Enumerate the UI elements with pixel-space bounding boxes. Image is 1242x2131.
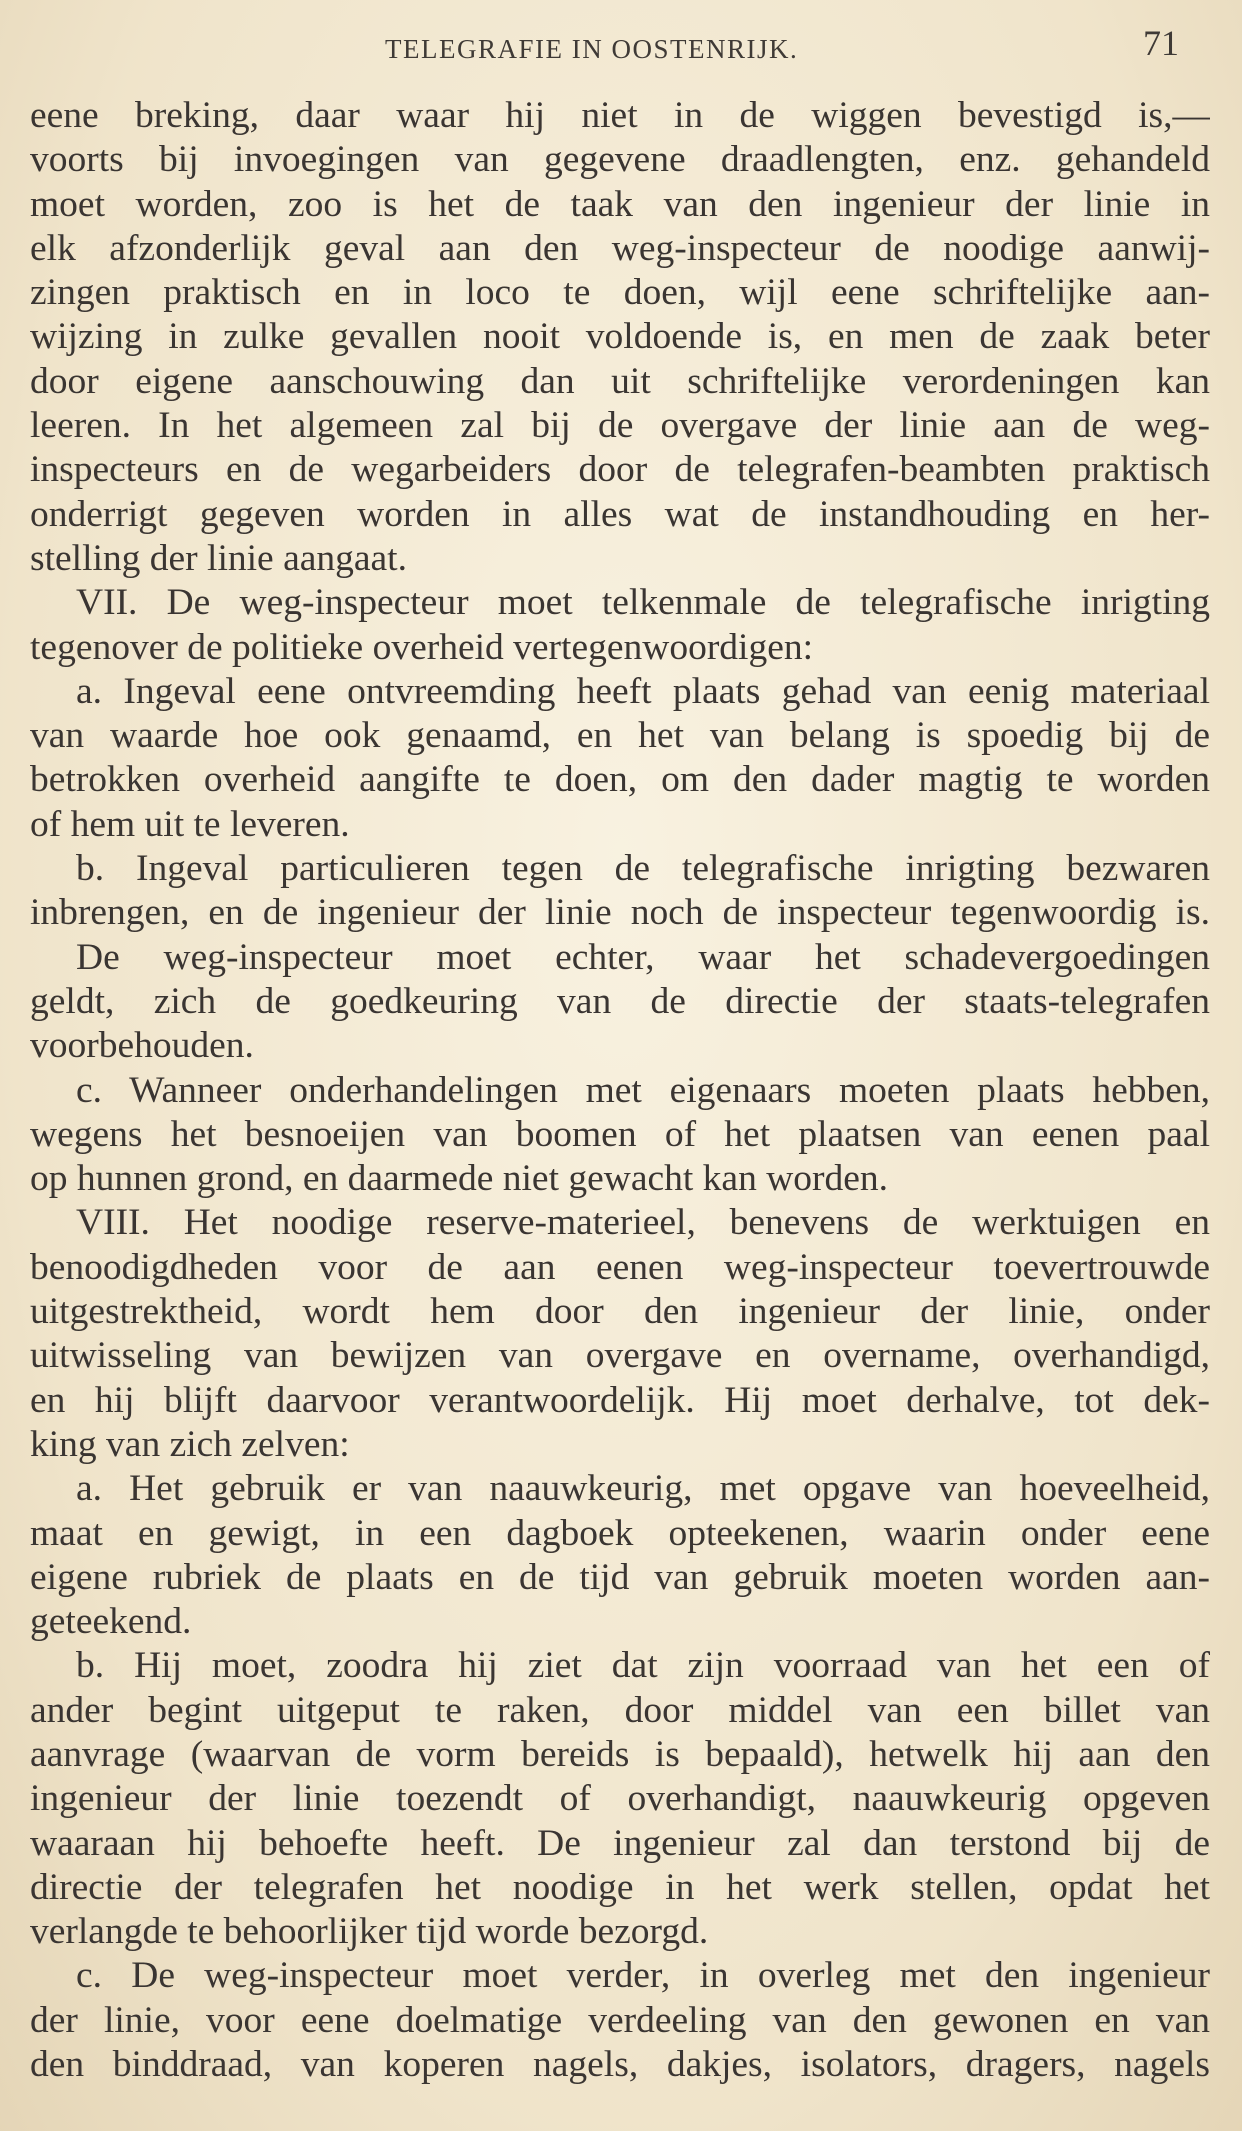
text-line: onderrigt gegeven worden in alles wat de instandhouding en her- — [30, 493, 1210, 535]
text-line: elk afzonderlijk geval aan den weg-inspecteur de noodige aanwij- — [30, 227, 1210, 269]
text-line: of hem uit te leveren. — [30, 803, 350, 845]
text-line: wijzing in zulke gevallen nooit voldoende is, en men de zaak beter — [30, 316, 1210, 358]
body-text — [30, 94, 1210, 2087]
text-line: den binddraad, van koperen nagels, dakjes, isolators, dragers, nagels — [30, 2044, 1210, 2086]
text-line: voorbehouden. — [30, 1025, 254, 1067]
text-line: betrokken overheid aangifte te doen, om den dader magtig te worden — [30, 759, 1210, 801]
text-line: uitgestrektheid, wordt hem door den ingenieur der linie, onder — [30, 1291, 1210, 1333]
text-line: eigene rubriek de plaats en de tijd van gebruik moeten worden aan- — [30, 1556, 1210, 1598]
text-line: der linie, voor eene doelmatige verdeeling van den gewonen en van — [30, 1999, 1210, 2041]
text-line: maat en gewigt, in een dagboek opteekenen, waarin onder eene — [30, 1512, 1210, 1554]
text-line: VII. De weg-inspecteur moet telkenmale de telegrafische inrigting — [76, 582, 1210, 624]
text-line: wegens het besnoeijen van boomen of het plaatsen van eenen paal — [30, 1113, 1210, 1155]
text-line: stelling der linie aangaat. — [30, 537, 407, 579]
text-line: geldt, zich de goedkeuring van de directie der staats-telegrafen — [30, 980, 1210, 1022]
running-title: TELEGRAFIE IN OOSTENRIJK. — [385, 34, 799, 64]
text-line: van waarde hoe ook genaamd, en het van belang is spoedig bij de — [30, 715, 1210, 757]
text-line: verlangde te behoorlijker tijd worde bezorgd. — [30, 1911, 709, 1953]
text-line: geteekend. — [30, 1601, 192, 1643]
text-line: c. De weg-inspecteur moet verder, in overleg met den ingenieur — [76, 1955, 1210, 1997]
text-line: zingen praktisch en in loco te doen, wijl eene schriftelijke aan- — [30, 272, 1210, 314]
text-line: directie der telegrafen het noodige in het werk stellen, opdat het — [30, 1866, 1210, 1908]
text-line: a. Het gebruik er van naauwkeurig, met opgave van hoeveelheid, — [76, 1468, 1210, 1510]
text-line: door eigene aanschouwing dan uit schriftelijke verordeningen kan — [30, 360, 1210, 402]
text-line: uitwisseling van bewijzen van overgave en overname, overhandigd, — [30, 1335, 1210, 1377]
page-header — [0, 22, 1242, 72]
text-line: ander begint uitgeput te raken, door middel van een billet van — [30, 1689, 1210, 1731]
text-line: ingenieur der linie toezendt of overhandigt, naauwkeurig opgeven — [30, 1778, 1210, 1820]
text-line: b. Ingeval particulieren tegen de telegrafische inrigting bezwaren — [76, 848, 1210, 890]
text-line: c. Wanneer onderhandelingen met eigenaars moeten plaats hebben, — [76, 1069, 1210, 1111]
text-line: tegenover de politieke overheid vertegenwoordigen: — [30, 626, 814, 668]
text-line: VIII. Het noodige reserve-materieel, benevens de werktuigen en — [76, 1202, 1210, 1244]
text-line: op hunnen grond, en daarmede niet gewacht kan worden. — [30, 1158, 889, 1200]
text-line: king van zich zelven: — [30, 1423, 350, 1465]
text-line: voorts bij invoegingen van gegevene draadlengten, enz. gehandeld — [30, 139, 1210, 181]
text-line: eene breking, daar waar hij niet in de wiggen bevestigd is,— — [30, 95, 1210, 136]
text-line: aanvrage (waarvan de vorm bereids is bepaald), hetwelk hij aan den — [30, 1733, 1210, 1775]
text-line: leeren. In het algemeen zal bij de overgave der linie aan de weg- — [30, 405, 1210, 447]
text-line: inbrengen, en de ingenieur der linie noch de inspecteur tegenwoordig is. — [30, 892, 1210, 934]
text-line: moet worden, zoo is het de taak van den ingenieur der linie in — [30, 183, 1210, 225]
text-line: waaraan hij behoefte heeft. De ingenieur zal dan terstond bij de — [30, 1822, 1210, 1864]
text-line: benoodigdheden voor de aan eenen weg-inspecteur toevertrouwde — [30, 1246, 1210, 1288]
page-number: 71 — [1143, 23, 1179, 63]
text-line: De weg-inspecteur moet echter, waar het schadevergoedingen — [76, 936, 1210, 978]
text-line: en hij blijft daarvoor verantwoordelijk. Hij moet derhalve, tot dek- — [30, 1379, 1210, 1421]
text-line: b. Hij moet, zoodra hij ziet dat zijn voorraad van het een of — [76, 1645, 1210, 1687]
text-line: inspecteurs en de wegarbeiders door de telegrafen-beambten praktisch — [30, 449, 1210, 491]
text-line: a. Ingeval eene ontvreemding heeft plaats gehad van eenig materiaal — [76, 670, 1210, 712]
